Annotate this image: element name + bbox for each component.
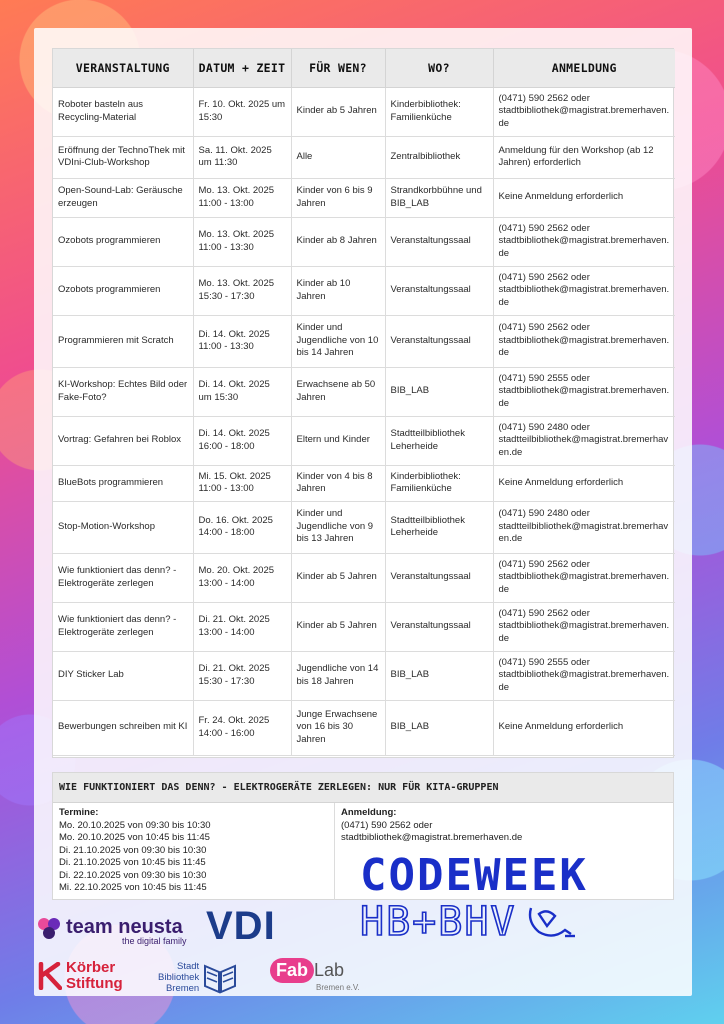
cell-audience: Kinder von 6 bis 9 Jahren (291, 178, 385, 217)
cell-registration: (0471) 590 2562 oder stadtbibliothek@magistrat.bremerhaven.de (493, 553, 675, 602)
cell-event: BlueBots programmieren (53, 465, 193, 501)
cell-event: Stop-Motion-Workshop (53, 501, 193, 553)
cell-location: Zentralbibliothek (385, 136, 493, 178)
fablab-bremen-logo (270, 958, 360, 992)
cell-audience: Kinder und Jugendliche von 10 bis 14 Jahren (291, 315, 385, 367)
table-row (53, 602, 675, 651)
cell-location: Veranstaltungssaal (385, 315, 493, 367)
team-neusta-logo (36, 916, 187, 946)
cell-date: Fr. 24. Okt. 2025 14:00 - 16:00 (193, 700, 291, 755)
table-row (53, 136, 675, 178)
cell-audience: Jugendliche von 14 bis 18 Jahren (291, 651, 385, 700)
cell-registration: (0471) 590 2562 oder stadtbibliothek@magistrat.bremerhaven.de (493, 87, 675, 136)
schedule-table (53, 49, 675, 756)
cell-date: Mi. 15. Okt. 2025 11:00 - 13:00 (193, 465, 291, 501)
termin-item: Mo. 20.10.2025 von 09:30 bis 10:30 (59, 819, 211, 831)
fablab-lab: Lab (314, 960, 345, 980)
cell-event: Programmieren mit Scratch (53, 315, 193, 367)
table-row (53, 465, 675, 501)
table-row (53, 700, 675, 755)
neusta-tagline: the digital family (122, 936, 187, 946)
cell-registration: Keine Anmeldung erforderlich (493, 178, 675, 217)
termin-item: Di. 21.10.2025 von 10:45 bis 11:45 (59, 857, 206, 868)
cell-registration: (0471) 590 2562 oder stadtbibliothek@magistrat.bremerhaven.de (493, 217, 675, 266)
robot-mascot-icon (525, 904, 577, 940)
koerber-stiftung-logo (38, 960, 123, 992)
header-fuer-wen: FÜR WEN? (291, 49, 385, 87)
schedule-table-container (52, 48, 674, 758)
codeweek-logo (360, 852, 670, 952)
cell-audience: Eltern und Kinder (291, 416, 385, 465)
table-row (53, 501, 675, 553)
cell-event: Vortrag: Gefahren bei Roblox (53, 416, 193, 465)
cell-date: Di. 14. Okt. 2025 16:00 - 18:00 (193, 416, 291, 465)
cell-date: Mo. 13. Okt. 2025 11:00 - 13:00 (193, 178, 291, 217)
stadtbibliothek-bremen-logo (158, 960, 237, 994)
header-anmeldung: ANMELDUNG (493, 49, 675, 87)
table-row (53, 217, 675, 266)
header-wo: WO? (385, 49, 493, 87)
stadtbib-line2: Bibliothek (158, 971, 200, 983)
table-row (53, 266, 675, 315)
book-icon (203, 960, 237, 994)
neusta-flower-icon (36, 917, 66, 939)
cell-date: Mo. 13. Okt. 2025 11:00 - 13:30 (193, 217, 291, 266)
table-row (53, 367, 675, 416)
termin-item: Di. 22.10.2025 von 09:30 bis 10:30 (59, 869, 207, 881)
cell-registration: (0471) 590 2562 oder stadtbibliothek@magistrat.bremerhaven.de (493, 266, 675, 315)
cell-audience: Junge Erwachsene von 16 bis 30 Jahren (291, 700, 385, 755)
table-header-row (53, 49, 675, 87)
cell-audience: Kinder ab 10 Jahren (291, 266, 385, 315)
cell-registration: (0471) 590 2555 oder stadtbibliothek@magistrat.bremerhaven.de (493, 651, 675, 700)
cell-registration: (0471) 590 2562 oder stadtbibliothek@magistrat.bremerhaven.de (493, 602, 675, 651)
fablab-ev: Bremen e.V. (316, 983, 360, 992)
table-row (53, 315, 675, 367)
kita-termine (53, 803, 335, 900)
cell-event: Wie funktioniert das denn? - Elektrogeräte zerlegen (53, 553, 193, 602)
cell-event: Ozobots programmieren (53, 217, 193, 266)
fablab-fab: Fab (270, 958, 314, 983)
cell-registration: (0471) 590 2562 oder stadtbibliothek@magistrat.bremerhaven.de (493, 315, 675, 367)
cell-event: Open-Sound-Lab: Geräusche erzeugen (53, 178, 193, 217)
stadtbib-line1: Stadt (177, 960, 200, 972)
table-row (53, 553, 675, 602)
cell-location: BIB_LAB (385, 700, 493, 755)
kita-title: WIE FUNKTIONIERT DAS DENN? - ELEKTROGERÄTE ZERLEGEN: NUR FÜR KITA-GRUPPEN (53, 773, 673, 803)
cell-date: Di. 14. Okt. 2025 11:00 - 13:30 (193, 315, 291, 367)
cell-registration: (0471) 590 2480 oder stadtteilbibliothek@magistrat.bremerhaven.de (493, 501, 675, 553)
cell-date: Mo. 13. Okt. 2025 15:30 - 17:30 (193, 266, 291, 315)
cell-registration: (0471) 590 2555 oder stadtbibliothek@magistrat.bremerhaven.de (493, 367, 675, 416)
cell-location: Stadtteilbibliothek Leherheide (385, 501, 493, 553)
anmeldung-line: stadtbibliothek@magistrat.bremerhaven.de (341, 832, 523, 843)
cell-event: Wie funktioniert das denn? - Elektrogeräte zerlegen (53, 602, 193, 651)
cell-location: BIB_LAB (385, 651, 493, 700)
cell-location: Veranstaltungssaal (385, 217, 493, 266)
cell-location: Kinderbibliothek: Familienküche (385, 87, 493, 136)
table-row (53, 416, 675, 465)
cell-location: Veranstaltungssaal (385, 602, 493, 651)
anmeldung-line: (0471) 590 2562 oder (341, 819, 433, 831)
termine-label: Termine: (59, 807, 99, 818)
cell-date: Mo. 20. Okt. 2025 13:00 - 14:00 (193, 553, 291, 602)
cell-date: Di. 21. Okt. 2025 13:00 - 14:00 (193, 602, 291, 651)
cell-location: BIB_LAB (385, 367, 493, 416)
termin-item: Mo. 20.10.2025 von 10:45 bis 11:45 (59, 832, 210, 843)
cell-date: Sa. 11. Okt. 2025 um 11:30 (193, 136, 291, 178)
cell-date: Di. 14. Okt. 2025 um 15:30 (193, 367, 291, 416)
koerber-line2: Stiftung (66, 975, 123, 992)
cell-location: Kinderbibliothek: Familienküche (385, 465, 493, 501)
cell-registration: Anmeldung für den Workshop (ab 12 Jahren) erforderlich (493, 136, 675, 178)
codeweek-title: CODEWEEK (360, 850, 588, 901)
cell-date: Di. 21. Okt. 2025 15:30 - 17:30 (193, 651, 291, 700)
cell-registration: (0471) 590 2480 oder stadtteilbibliothek@magistrat.bremerhaven.de (493, 416, 675, 465)
cell-date: Fr. 10. Okt. 2025 um 15:30 (193, 87, 291, 136)
cell-audience: Kinder ab 5 Jahren (291, 553, 385, 602)
cell-event: Bewerbungen schreiben mit KI (53, 700, 193, 755)
cell-audience: Erwachsene ab 50 Jahren (291, 367, 385, 416)
cell-event: KI-Workshop: Echtes Bild oder Fake-Foto? (53, 367, 193, 416)
table-row (53, 651, 675, 700)
koerber-k-icon (38, 962, 62, 990)
cell-location: Stadtteilbibliothek Leherheide (385, 416, 493, 465)
cell-registration: Keine Anmeldung erforderlich (493, 465, 675, 501)
termin-item: Mi. 22.10.2025 von 10:45 bis 11:45 (59, 882, 207, 893)
cell-registration: Keine Anmeldung erforderlich (493, 700, 675, 755)
cell-audience: Kinder ab 5 Jahren (291, 602, 385, 651)
cell-location: Veranstaltungssaal (385, 266, 493, 315)
cell-event: DIY Sticker Lab (53, 651, 193, 700)
cell-audience: Alle (291, 136, 385, 178)
table-row (53, 87, 675, 136)
cell-audience: Kinder ab 5 Jahren (291, 87, 385, 136)
codeweek-subtitle: HB+BHV (360, 899, 517, 945)
table-row (53, 178, 675, 217)
cell-location: Veranstaltungssaal (385, 553, 493, 602)
termin-item: Di. 21.10.2025 von 09:30 bis 10:30 (59, 844, 207, 856)
anmeldung-label: Anmeldung: (341, 807, 397, 818)
cell-event: Ozobots programmieren (53, 266, 193, 315)
cell-date: Do. 16. Okt. 2025 14:00 - 18:00 (193, 501, 291, 553)
vdi-logo: VDI (206, 904, 276, 948)
stadtbib-line3: Bremen (165, 982, 200, 994)
cell-audience: Kinder und Jugendliche von 9 bis 13 Jahren (291, 501, 385, 553)
cell-audience: Kinder von 4 bis 8 Jahren (291, 465, 385, 501)
cell-audience: Kinder ab 8 Jahren (291, 217, 385, 266)
cell-location: Strandkorbbühne und BIB_LAB (385, 178, 493, 217)
cell-event: Eröffnung der TechnoThek mit VDIni-Club-Workshop (53, 136, 193, 178)
header-datum: DATUM + ZEIT (193, 49, 291, 87)
koerber-line1: Körber (66, 959, 116, 976)
neusta-name: team neusta (66, 916, 183, 938)
header-veranstaltung: VERANSTALTUNG (53, 49, 193, 87)
cell-event: Roboter basteln aus Recycling-Material (53, 87, 193, 136)
